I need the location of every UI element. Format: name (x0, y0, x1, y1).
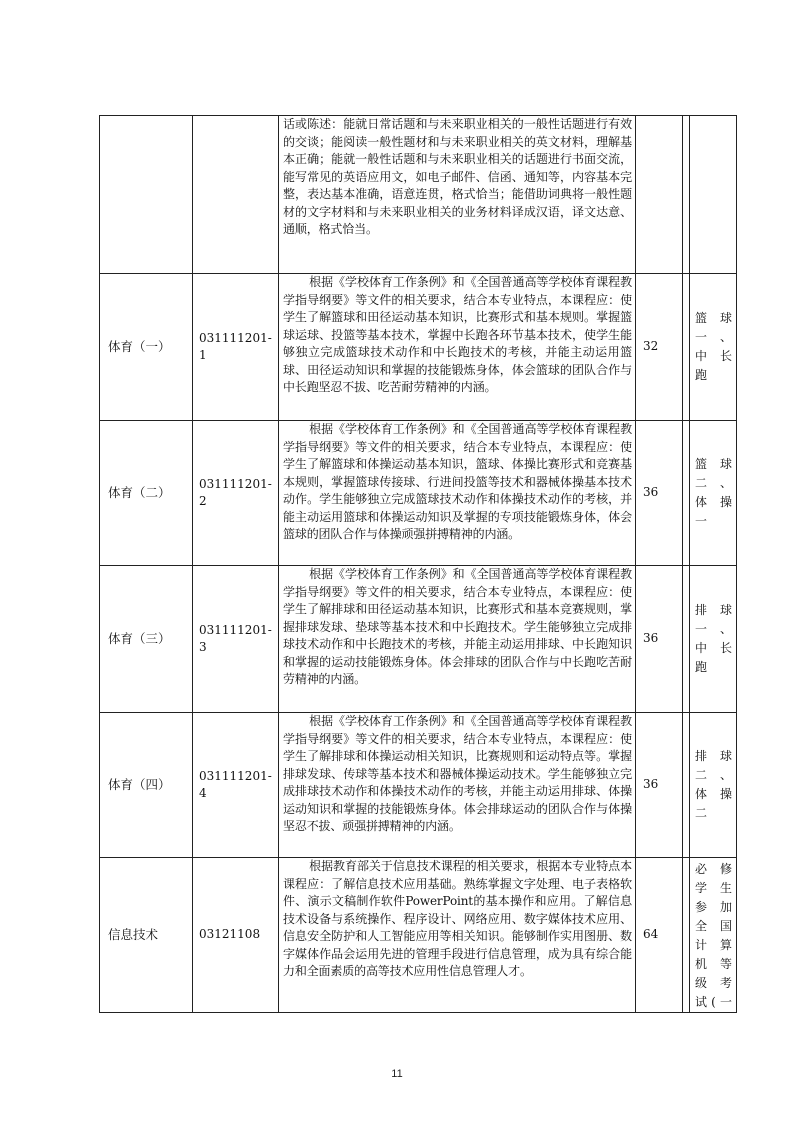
course-description (279, 274, 636, 421)
course-description (279, 421, 636, 566)
course-name: 体育（二） (100, 421, 193, 566)
course-note: 必修学生参加全国计算机等级考试(一 (690, 858, 737, 1013)
description-text: 根据《学校体育工作条例》和《全国普通高等学校体育课程教学指导纲要》等文件的相关要求，结合本专业特点，本课程应：使学生了解排球和体操运动相关知识，比赛规则和运动特点等。掌握排球发球、传球等基本技术和器械体操运动技术。学生能够独立完成排球技术动作和体操技术动作的考核，并能主动运用排球、体操运动知识和掌握的技能锻炼身体。体会排球运动的团队合作与体操坚忍不拔、顽强拼搏精神的内涵。 (283, 714, 632, 833)
course-description (279, 858, 636, 1013)
course-note: 篮球二、体操一 (690, 421, 737, 566)
course-hours: 64 (636, 858, 683, 1013)
spacer-cell (683, 274, 690, 421)
course-description (279, 713, 636, 858)
description-text: 根据《学校体育工作条例》和《全国普通高等学校体育课程教学指导纲要》等文件的相关要求，结合本专业特点，本课程应：使学生了解排球和田径运动基本知识，比赛形式和基本竞赛规则，掌握排球发球、垫球等基本技术和中长跑技术。学生能够独立完成排球技术动作和中长跑技术的考核，并能主动运用排球、中长跑知识和掌握的运动技能锻炼身体。体会排球的团队合作与中长跑吃苦耐劳精神的内涵。 (283, 567, 632, 686)
course-description (279, 116, 636, 274)
course-name: 体育（四） (100, 713, 193, 858)
table-row (100, 713, 737, 858)
course-hours: 36 (636, 421, 683, 566)
course-hours: 36 (636, 566, 683, 713)
course-hours: 36 (636, 713, 683, 858)
course-name (100, 116, 193, 274)
spacer-cell (683, 566, 690, 713)
course-description (279, 566, 636, 713)
spacer-cell (683, 713, 690, 858)
course-name: 信息技术 (100, 858, 193, 1013)
spacer-cell (683, 421, 690, 566)
table-row (100, 858, 737, 1013)
description-text: 根据《学校体育工作条例》和《全国普通高等学校体育课程教学指导纲要》等文件的相关要求，结合本专业特点，本课程应：使学生了解篮球和体操运动基本知识，篮球、体操比赛形式和竞赛基本规则，掌握篮球传接球、行进间投篮等技术和器械体操基本技术动作。学生能够独立完成篮球技术动作和体操技术动作的考核，并能主动运用篮球和体操运动知识及掌握的专项技能锻炼身体，体会篮球的团队合作与体操顽强拼搏精神的内涵。 (283, 422, 632, 541)
course-code: 031111201-3 (193, 566, 279, 713)
course-note: 排球一、中长跑 (690, 566, 737, 713)
page-number: 11 (391, 1068, 403, 1080)
table-row (100, 116, 737, 274)
course-code: 031111201-1 (193, 274, 279, 421)
course-code (193, 116, 279, 274)
course-hours: 32 (636, 274, 683, 421)
course-note (690, 116, 737, 274)
course-note: 排球二、体操二 (690, 713, 737, 858)
description-text: 根据教育部关于信息技术课程的相关要求，根据本专业特点本课程应：了解信息技术应用基础。熟练掌握文字处理、电子表格软件、演示文稿制作软件PowerPoint的基本操作和应用。了解信息技术设备与系统操作、程序设计、网络应用、数字媒体技术应用、信息安全防护和人工智能应用等相关知识。能够制作实用图册、数字媒体作品会运用先进的管理手段进行信息管理，成为具有综合能力和全面素质的高等技术应用性信息管理人才。 (283, 859, 632, 978)
spacer-cell (683, 858, 690, 1013)
table-row (100, 421, 737, 566)
course-code: 031111201-4 (193, 713, 279, 858)
description-text: 话或陈述：能就日常话题和与未来职业相关的一般性话题进行有效的交谈；能阅读一般性题材和与未来职业相关的英文材料，理解基本正确；能就一般性话题和与未来职业相关的话题进行书面交流，能写常见的英语应用文，如电子邮件、信函、通知等，内容基本完整，表达基本准确，语意连贯，格式恰当；能借助词典将一般性题材的文字材料和与未来职业相关的业务材料译成汉语，译文达意、通顺，格式恰当。 (283, 117, 632, 236)
table-row (100, 566, 737, 713)
course-code: 031111201-2 (193, 421, 279, 566)
course-name: 体育（一） (100, 274, 193, 421)
course-table (99, 115, 737, 1013)
course-hours (636, 116, 683, 274)
course-code: 03121108 (193, 858, 279, 1013)
description-text: 根据《学校体育工作条例》和《全国普通高等学校体育课程教学指导纲要》等文件的相关要求，结合本专业特点，本课程应：使学生了解篮球和田径运动基本知识，比赛形式和基本规则。掌握篮球运球、投篮等基本技术，掌握中长跑各环节基本技术，使学生能够独立完成篮球技术动作和中长跑技术的考核，并能主动运用篮球、田径运动知识和掌握的技能锻炼身体，体会篮球的团队合作与中长跑坚忍不拔、吃苦耐劳精神的内涵。 (283, 275, 632, 394)
spacer-cell (683, 116, 690, 274)
table-row (100, 274, 737, 421)
course-note: 篮球一、中长跑 (690, 274, 737, 421)
course-name: 体育（三） (100, 566, 193, 713)
